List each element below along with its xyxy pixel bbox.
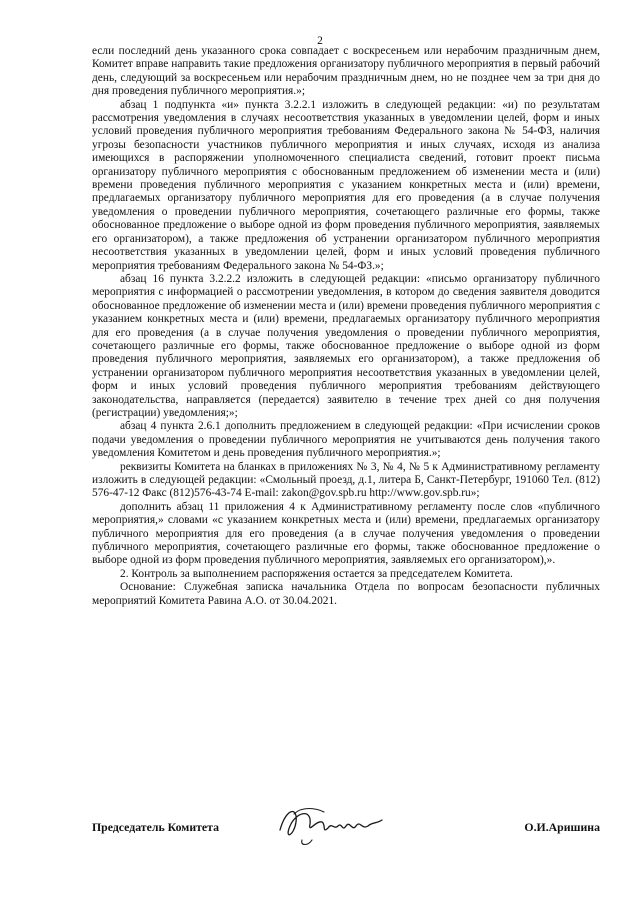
signature-block [92, 808, 600, 848]
paragraph-basis: Основание: Служебная записка начальника Отдела по вопросам безопасности публичных мероприятий Комитета Равина А.О. от 30.04.2021. [92, 581, 600, 607]
handwritten-signature-icon [272, 800, 392, 850]
paragraph-continuation: если последний день указанного срока совпадает с воскресеньем или нерабочим праздничным днем, Комитет вправе направить такие предложения организатору публичного мероприятия в первый рабочий день, следующий за воскресеньем или нерабочим праздничным днем, но не позднее чем за три дня до дня проведения публичного мероприятия.»; [92, 45, 600, 98]
document-body [92, 45, 600, 608]
paragraph-appendix-4: дополнить абзац 11 приложения 4 к Административному регламенту после слов «публичного мероприятия,» словами «с указанием конкретных места и (или) времени, предлагаемых организатору публичного мероприятия для его проведения (а в случае получения уведомления о проведении публичного мероприятия, сочетающего различные его формы, также обоснованное предложение о выборе одной из форм проведения публичного мероприятия, заявляемых его организатором),». [92, 500, 600, 567]
signatory-name: О.И.Аришина [524, 820, 600, 834]
paragraph-amendment-2-6-1: абзац 4 пункта 2.6.1 дополнить предложением в следующей редакции: «При исчислении сроков подачи уведомления о проведении публичного мероприятия не учитываются день получения такого уведомления Комитетом и день проведения публичного мероприятия.»; [92, 420, 600, 460]
paragraph-committee-details: реквизиты Комитета на бланках в приложениях № 3, № 4, № 5 к Административному регламенту изложить в следующей редакции: «Смольный проезд, д.1, литера Б, Санкт-Петербург, 191060 Тел. (812) 576-47-12 Факс (812)576-43-74 E-mail: zakon@gov.spb.ru http://www.gov.spb.ru»; [92, 460, 600, 500]
paragraph-amendment-3-2-2-1: абзац 1 подпункта «и» пункта 3.2.2.1 изложить в следующей редакции: «и) по результатам рассмотрения уведомления в случаях несоответствия указанных в уведомлении целей, форм и иных условий проведения публичного мероприятия требованиям Федерального закона № 54-ФЗ, наличия угрозы безопасности участников публичного мероприятия и иных случаях, исходя из анализа имеющихся в распоряжении уполномоченного специалиста сведений, готовит проект письма организатору публичного мероприятия с обоснованным предложением об изменении места и (или) времени проведения публичного мероприятия с указанием конкретных места и (или) времени, предлагаемых организатору публичного мероприятия для его проведения (а в случае получения уведомления о проведении публичного мероприятия, сочетающего различные его формы, также обоснованное предложение о выборе одной из форм проведения публичного мероприятия, заявляемых его организатором), а также предложения об устранении организатором публичного мероприятия несоответствия указанных в уведомлении целей, форм и иных условий проведения публичного мероприятия требованиям Федерального закона № 54-ФЗ.»; [92, 98, 600, 272]
signatory-title: Председатель Комитета [92, 820, 219, 834]
paragraph-amendment-3-2-2-2: абзац 16 пункта 3.2.2.2 изложить в следующей редакции: «письмо организатору публичного мероприятия с информацией о рассмотрении уведомления, в котором до сведения заявителя доводится обоснованное предложение об изменении места и (или) времени проведения публичного мероприятия с указанием конкретных места и (или) времени, предлагаемых организатору публичного мероприятия для его проведения (а в случае получения уведомления о проведении публичного мероприятия, сочетающего различные его формы, также обоснованное предложение о выборе одной из форм проведения публичного мероприятия, заявляемых его организатором), а также предложения об устранении организатором публичного мероприятия несоответствия указанных в уведомлении целей, форм и иных условий проведения публичного мероприятия требованиям действующего законодательства, направляется (передается) заявителю в течение трех дней со дня получения (регистрации) уведомления;»; [92, 272, 600, 419]
page-number: 2 [317, 35, 323, 47]
paragraph-control: 2. Контроль за выполнением распоряжения остается за председателем Комитета. [120, 567, 513, 580]
